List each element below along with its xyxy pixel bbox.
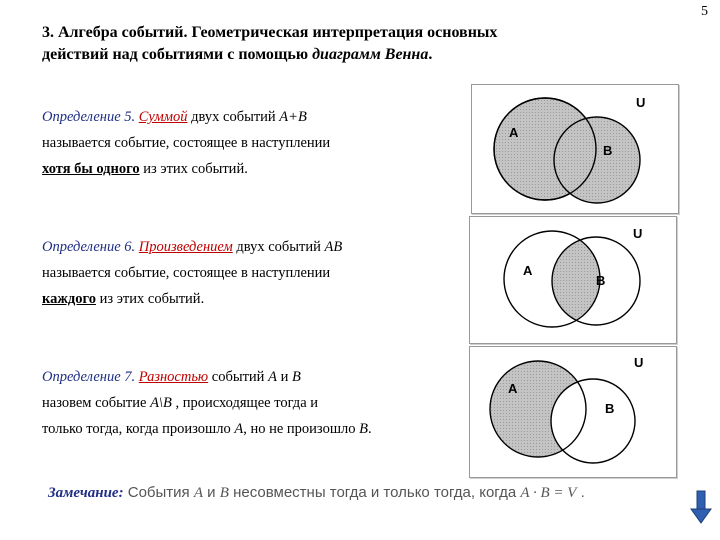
definition-text: двух событий [232, 239, 325, 255]
title-line-2 [42, 44, 642, 66]
set-a-label: A [523, 263, 533, 278]
remark-event-b: B [219, 485, 229, 501]
venn-intersection-diagram [469, 216, 677, 344]
definition-operand-a: A [268, 369, 277, 385]
title-venn-term: диаграмм Венна [312, 46, 429, 63]
definition-name: Определение 7. [42, 369, 136, 385]
definition-term: Суммой [138, 109, 188, 125]
down-arrow-svg [690, 490, 712, 524]
definition-sum [42, 104, 472, 182]
universe-label: U [636, 95, 646, 110]
set-b-label: B [596, 273, 606, 288]
definition-text: назовем событие [42, 395, 151, 411]
set-a-label: A [508, 381, 518, 396]
definition-text: только тогда, когда произошло [42, 421, 235, 437]
definition-text: событий [208, 369, 269, 385]
remark-label: Замечание: [48, 485, 124, 501]
universe-label: U [633, 226, 643, 241]
definition-text: и [276, 369, 292, 385]
set-b-circle [554, 117, 640, 203]
definition-product-line-2: называется событие, состоящее в наступлении [42, 265, 331, 281]
set-a-label: A [509, 125, 519, 140]
definition-difference-line-1 [42, 364, 472, 390]
definition-term: Произведением [138, 239, 233, 255]
arrow-shaft [697, 491, 705, 511]
page-number: 5 [701, 4, 708, 19]
remark [48, 484, 585, 502]
definition-product-line-1 [42, 234, 472, 260]
definition-difference-line-2 [42, 390, 472, 416]
definition-name: Определение 5. [42, 109, 136, 125]
slide-title [42, 22, 642, 66]
title-line-2-text: действий над событиями с помощью [42, 46, 313, 63]
definition-text: двух событий [187, 109, 280, 125]
down-arrow-icon[interactable] [690, 490, 712, 529]
definition-emphasis: каждого [42, 291, 96, 307]
definition-sum-line-1 [42, 104, 472, 130]
venn-union-diagram [471, 84, 679, 214]
set-b-label: B [603, 143, 613, 158]
remark-formula: A · B = V [520, 485, 577, 501]
definition-text: , но не произошло [243, 421, 360, 437]
remark-text: События [123, 484, 194, 501]
title-period: . [428, 46, 433, 63]
definition-operation: A\B [150, 395, 172, 411]
title-line-1: 3. Алгебра событий. Геометрическая интерпретация основных [42, 24, 498, 41]
definition-product [42, 234, 472, 312]
definition-operand-a: A [234, 421, 244, 437]
venn-difference-diagram [469, 346, 677, 478]
definition-operand-b: B [359, 421, 368, 437]
definition-text: из этих событий. [139, 161, 248, 177]
venn-difference-svg [470, 347, 676, 477]
definition-operand-b: B [291, 369, 301, 385]
definition-text: . [367, 421, 372, 437]
definition-difference-line-3 [42, 416, 472, 442]
definition-name: Определение 6. [42, 239, 136, 255]
remark-event-a: A [193, 485, 204, 501]
definition-emphasis: хотя бы одного [42, 161, 140, 177]
definition-sum-line-2: называется событие, состоящее в наступлении [42, 135, 331, 151]
definition-operation: A+B [279, 109, 307, 125]
remark-text: и [203, 484, 220, 501]
definition-operation: AB [324, 239, 343, 255]
remark-text: несовместны тогда и только тогда, когда [228, 484, 521, 501]
venn-union-svg [472, 85, 678, 213]
definition-term: Разностью [138, 369, 209, 385]
arrow-head [691, 509, 711, 523]
venn-intersection-svg [470, 217, 676, 343]
remark-text: . [576, 484, 585, 501]
definition-text: , происходящее тогда и [171, 395, 319, 411]
definition-difference [42, 364, 472, 442]
definition-sum-line-3 [42, 156, 472, 182]
definition-product-line-3 [42, 286, 472, 312]
definition-text: из этих событий. [95, 291, 205, 307]
universe-label: U [634, 355, 644, 370]
set-b-label: B [605, 401, 615, 416]
